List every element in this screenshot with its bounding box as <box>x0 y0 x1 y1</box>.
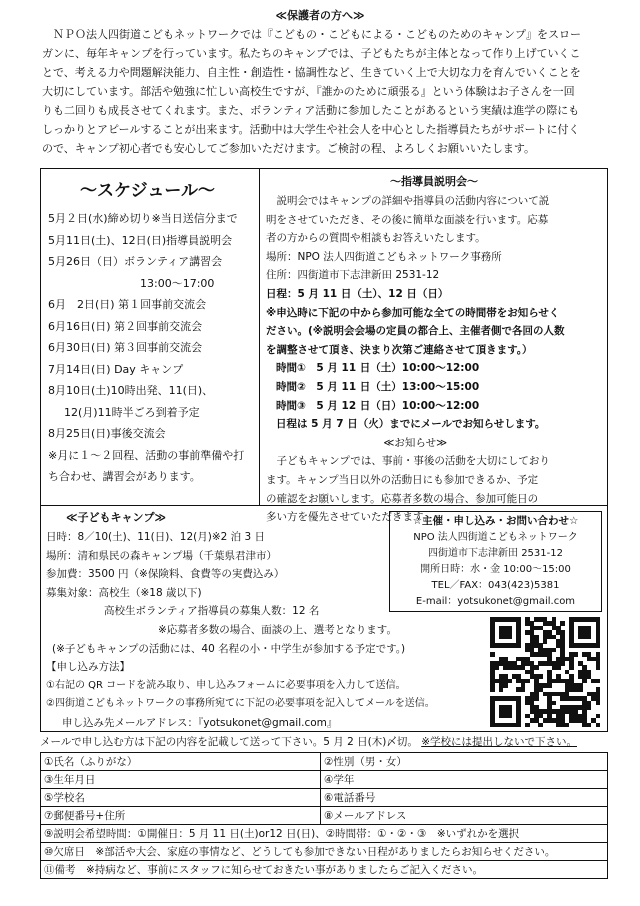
qr-module <box>494 665 499 670</box>
guardians-line: しっかりとアピールすることが出来ます。活動中は大学生や社会人を中心とした指導員たちがサポートに付く <box>42 123 580 136</box>
briefing-slot: 時間③ 5 月 12 日（日）10:00～12:00 <box>276 399 480 412</box>
table-row <box>41 771 608 789</box>
qr-module <box>503 683 508 688</box>
application-form <box>40 752 608 879</box>
qr-module <box>565 723 570 728</box>
schedule-item: 5月26日（日）ボランティア講習会 <box>48 255 223 268</box>
qr-module <box>552 648 557 653</box>
qr-module <box>587 705 592 710</box>
notice-line: の確認をお願いします。応募者多数の場合、参加可能日の <box>266 492 539 505</box>
qr-module <box>538 723 543 728</box>
qr-module <box>578 687 583 692</box>
briefing-slot: 時間① 5 月 11 日（土）10:00～12:00 <box>276 362 480 375</box>
notice-line: 子どもキャンプでは、事前・事後の活動を大切にしており <box>266 455 550 468</box>
qr-module <box>587 635 592 640</box>
qr-module <box>587 723 592 728</box>
guardians-line: ＮＰＯ法人四街道こどもネットワークでは『こどもの・こどもによる・こどものためのキャンプ』をスロー <box>42 28 581 41</box>
camp-line: 日時：8／10(土)、11(日)、12(月)※2 泊 3 日 <box>46 531 266 543</box>
schedule-item: 5月２日(水)締め切り※当日送信分まで <box>48 212 238 225</box>
form-intro-note: ※学校には提出しないで下さい。 <box>421 736 578 748</box>
qr-module <box>525 723 530 728</box>
contact-line: NPO 法人四街道こどもネットワーク <box>413 532 578 543</box>
table-row <box>41 789 608 807</box>
briefing-slot: 時間② 5 月 11 日（土）13:00～15:00 <box>276 380 480 393</box>
briefing-title: ～指導員説明会～ <box>390 175 478 188</box>
form-field-grade[interactable]: ④学年 <box>321 771 608 789</box>
briefing-place: 場所：NPO 法人四街道こどもネットワーク事務所 <box>266 250 502 263</box>
qr-module <box>552 701 557 706</box>
qr-module <box>499 687 504 692</box>
qr-module <box>574 652 579 657</box>
camp-email-line: 申し込み先メールアドレス：『yotsukonet@gmail.com』 <box>62 716 338 729</box>
briefing-dates: 日程：5 月 11 日（土）、12 日（日） <box>266 287 449 300</box>
qr-module <box>508 714 513 719</box>
briefing-intro-line: 説明会ではキャンプの詳細や指導員の活動内容について説 <box>266 195 550 207</box>
briefing-note-line: を調整させて頂き、決まり次第ご連絡させて頂きます。） <box>266 343 533 356</box>
table-row <box>41 825 608 843</box>
schedule-item: 6月30日(日) 第３回事前交流会 <box>48 341 203 354</box>
contact-email: E-mail：yotsukonet@gmail.com <box>415 596 576 607</box>
camp-line: (※子どもキャンプの活動には、40 名程の小・中学生が参加する予定です。) <box>52 642 406 655</box>
notice-line: 多い方を優先させていただきます。 <box>266 511 434 524</box>
contact-title: ☆主催・申し込み・お問い合わせ☆ <box>412 515 579 527</box>
qr-module <box>560 621 565 626</box>
table-row <box>41 861 608 879</box>
contact-line: TEL／FAX：043(423)5381 <box>431 580 560 591</box>
qr-module <box>596 701 601 706</box>
qr-module <box>556 665 561 670</box>
qr-module <box>547 683 552 688</box>
form-field-school[interactable]: ⑤学校名 <box>41 789 321 807</box>
schedule-item: ち合わせ、講習会があります。 <box>48 470 201 483</box>
schedule-item: 7月14日(日) Day キャンプ <box>48 362 184 376</box>
guardians-line: 大切にしています。部活や勉強に忙しい高校生ですが、『誰かのために頑張る』という体験はお子さんを一回 <box>42 85 575 98</box>
form-field-address[interactable]: ⑦郵便番号+住所 <box>41 807 321 825</box>
qr-module <box>596 643 601 648</box>
form-field-remarks[interactable]: ⑪備考 ※持病など、事前にスタッフに知らせておきたい事がありましたらご記入ください。 <box>41 861 608 879</box>
qr-module <box>596 714 601 719</box>
form-field-name[interactable]: ①氏名（ふりがな） <box>41 753 321 771</box>
camp-line: 高校生ボランティア指導員の募集人数：12 名 <box>104 605 320 618</box>
form-field-briefing-time[interactable]: ⑨説明会希望時間：①開催日：5 月 11 日(土)or12 日(日)、②時間帯：①・②・③ ※いずれかを選択 <box>41 825 608 843</box>
qr-module <box>582 679 587 684</box>
contact-box <box>389 511 602 612</box>
qr-module <box>543 639 548 644</box>
qr-module <box>596 665 601 670</box>
qr-module <box>521 687 526 692</box>
form-intro <box>40 735 577 749</box>
form-field-birthday[interactable]: ③生年月日 <box>41 771 321 789</box>
qr-module <box>534 665 539 670</box>
camp-line: 【申し込み方法】 <box>46 661 130 674</box>
contact-line: 開所日時：水・金 10:00～15:00 <box>420 564 571 575</box>
briefing-note-line: ※申込時に下記の中から参加可能な全ての時間帯をお知らせく <box>266 306 560 319</box>
qr-module <box>508 679 513 684</box>
schedule-item: 6月16日(日) 第２回事前交流会 <box>48 319 203 333</box>
qr-module <box>534 696 539 701</box>
form-field-gender[interactable]: ②性別（男・女） <box>321 753 608 771</box>
camp-line: 参加費：3500 円（※保険料、食費等の実費込み） <box>46 568 285 581</box>
camp-line: 募集対象：高校生（※18 歳以下) <box>46 586 202 599</box>
qr-module <box>508 635 513 640</box>
qr-module <box>516 723 521 728</box>
form-intro-text: メールで申し込む方は下記の内容を記載して送って下さい。5 月 2 日(木)〆切。 <box>40 736 418 748</box>
schedule-item: 13:00～17:00 <box>140 276 215 290</box>
form-field-absence[interactable]: ⑩欠席日 ※部活や大会、家庭の事情など、どうしても参加できない日程がありましたらお知らせください。 <box>41 843 608 861</box>
camp-line: ※応募者多数の場合、面談の上、選考となります。 <box>158 623 397 636</box>
camp-line: 場所：清和県民の森キャンプ場（千葉県君津市） <box>46 549 277 562</box>
camp-line: ①右記の QR コードを読み取り、申し込みフォームに必要事項を入力して送信。 <box>46 679 406 691</box>
briefing-intro-line: 者の方からの質問や相談もお答えいたします。 <box>266 232 486 245</box>
qr-module <box>560 661 565 666</box>
schedule-item: 8月25日(日)事後交流会 <box>48 427 166 440</box>
guardians-heading: ≪保護者の方へ≫ <box>275 9 365 22</box>
schedule-item: 12(月)11時半ごろ到着予定 <box>64 405 200 419</box>
schedule-item: 6月 2日(日) 第１回事前交流会 <box>48 298 207 311</box>
qr-code[interactable] <box>490 617 600 727</box>
briefing-intro-line: 明をさせていただき、その後に簡単な面談を行います。応募 <box>266 213 549 226</box>
form-field-email[interactable]: ⑧メールアドレス <box>321 807 608 825</box>
schedule-item: ※月に１～２回程、活動の事前準備や打 <box>48 448 245 462</box>
qr-module <box>516 643 521 648</box>
form-field-phone[interactable]: ⑥電話番号 <box>321 789 608 807</box>
camp-line: ②四街道こどもネットワークの事務所宛てに下記の必要事項を記入してメールを送信。 <box>46 698 435 710</box>
qr-module <box>596 679 601 684</box>
briefing-note-line: ださい。(※説明会会場の定員の都合上、主催者側で各回の人数 <box>266 325 565 338</box>
column-divider <box>259 168 260 505</box>
guardians-line: ガンに、毎年キャンプを行っています。私たちのキャンプでは、子どもたちが主体となって作り上げていくこ <box>42 47 581 60</box>
camp-title: ≪子どもキャンプ≫ <box>66 511 167 524</box>
qr-module <box>525 679 530 684</box>
qr-module <box>596 723 601 728</box>
schedule-item: 5月11日(土)、12日(日)指導員説明会 <box>48 233 233 247</box>
table-row <box>41 807 608 825</box>
qr-module <box>538 674 543 679</box>
schedule-title: ～スケジュール～ <box>80 181 215 201</box>
table-row <box>41 753 608 771</box>
briefing-address: 住所：四街道市下志津新田 2531-12 <box>266 269 440 282</box>
table-row <box>41 843 608 861</box>
schedule-item: 8月10日(土)10時出発、11(日)、 <box>48 384 214 397</box>
guardians-line: ので、キャンプ初心者でも安心してご参加いただけます。ご検討の程、よろしくお願いいたします。 <box>42 142 536 155</box>
briefing-deadline: 日程は 5 月 7 日（火）までにメールでお知らせします。 <box>276 418 546 431</box>
qr-module <box>490 687 495 692</box>
notice-title: ≪お知らせ≫ <box>383 436 448 449</box>
notice-line: ます。キャンプ当日以外の活動日にも参加できるか、予定 <box>266 473 539 486</box>
guardians-line: とで、考える力や問題解決能力、自主性・創造性・協調性など、生きていく上で大切な力を育んでいくことを <box>42 66 581 79</box>
guardians-line: りも二回りも成長させてくれます。また、ボランティア活動に参加したことがあるという実績は進学の際にも <box>42 104 580 117</box>
qr-module <box>490 652 495 657</box>
contact-line: 四街道市下志津新田 2531-12 <box>428 548 563 559</box>
qr-module <box>569 665 574 670</box>
guardians-text <box>42 25 602 158</box>
